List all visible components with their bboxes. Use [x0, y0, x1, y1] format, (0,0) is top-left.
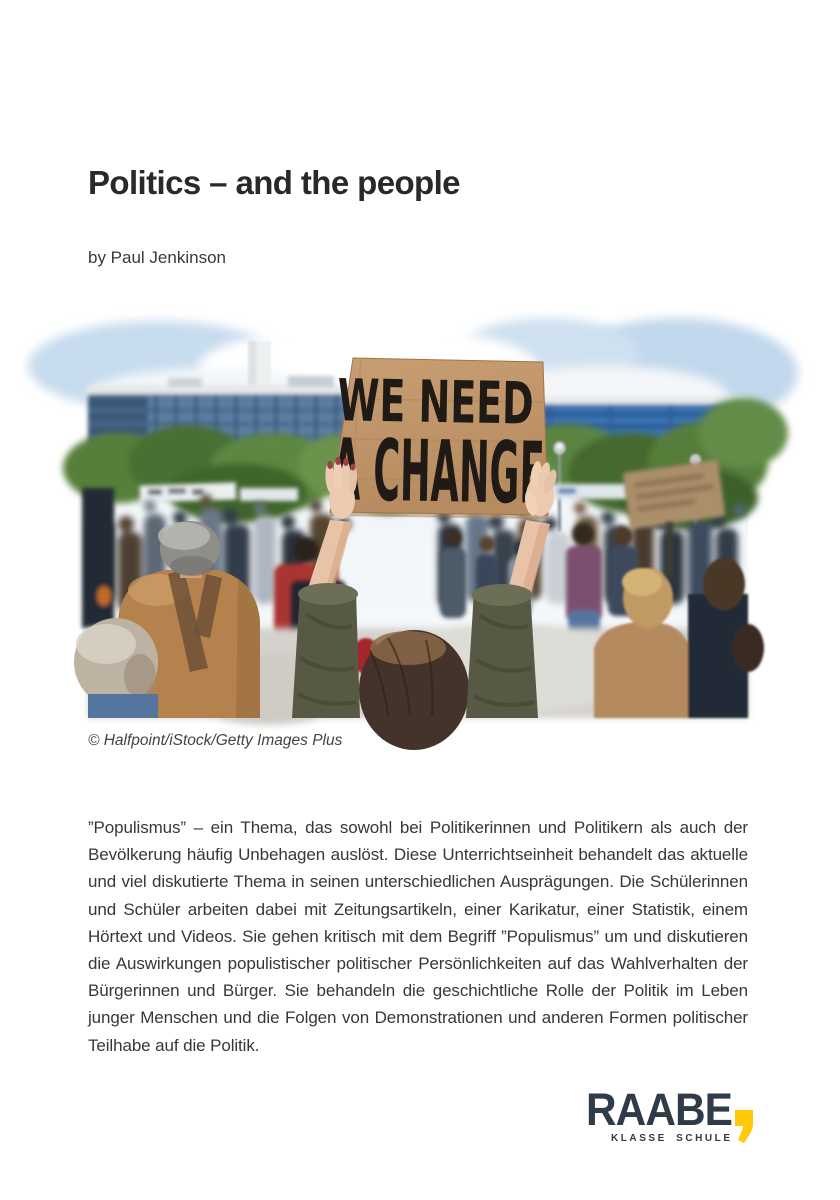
photo-credit: © Halfpoint/iStock/Getty Images Plus — [88, 732, 343, 749]
protest-photo — [88, 338, 748, 718]
page-title: Politics – and the people — [88, 164, 460, 201]
raabe-logo — [586, 1084, 756, 1148]
protest-sign — [330, 358, 638, 524]
logo-brand-text: RAABE — [586, 1084, 732, 1135]
logo-comma-icon — [735, 1110, 753, 1143]
byline: by Paul Jenkinson — [88, 248, 226, 267]
sign-text-line2 — [332, 421, 546, 524]
sign-text-line1: WE NEED — [337, 366, 638, 440]
intro-paragraph: ”Populismus” – ein Thema, das sowohl bei Politikerinnen und Politikern als auch der Bevölkerung häufig Unbehagen auslöst. Diese Unterrichtseinheit behandelt das aktuelle und viel diskutierte Thema in seinen unterschiedlichen Ausprägungen. Die Schülerinnen und Schüler arbeiten dabei mit Zeitungsartikeln, einer Karikatur, einer Statistik, einem Hörtext und Videos. Sie gehen kritisch mit dem Begriff ”Populismus” um und diskutieren die Auswirkungen populistischer politischer Persönlichkeiten auf das Wahlverhalten der Bürgerinnen und Bürger. Sie behandeln die geschichtliche Rolle der Politik im Leben junger Menschen und die Folgen von Demonstrationen und anderen Formen politischer Teilhabe auf die Politik. — [88, 818, 748, 1055]
child — [74, 618, 158, 718]
logo-tagline: KLASSE SCHULE — [611, 1133, 733, 1144]
protest-photo-figure — [88, 338, 748, 718]
raabe-logo-graphic — [586, 1084, 756, 1148]
